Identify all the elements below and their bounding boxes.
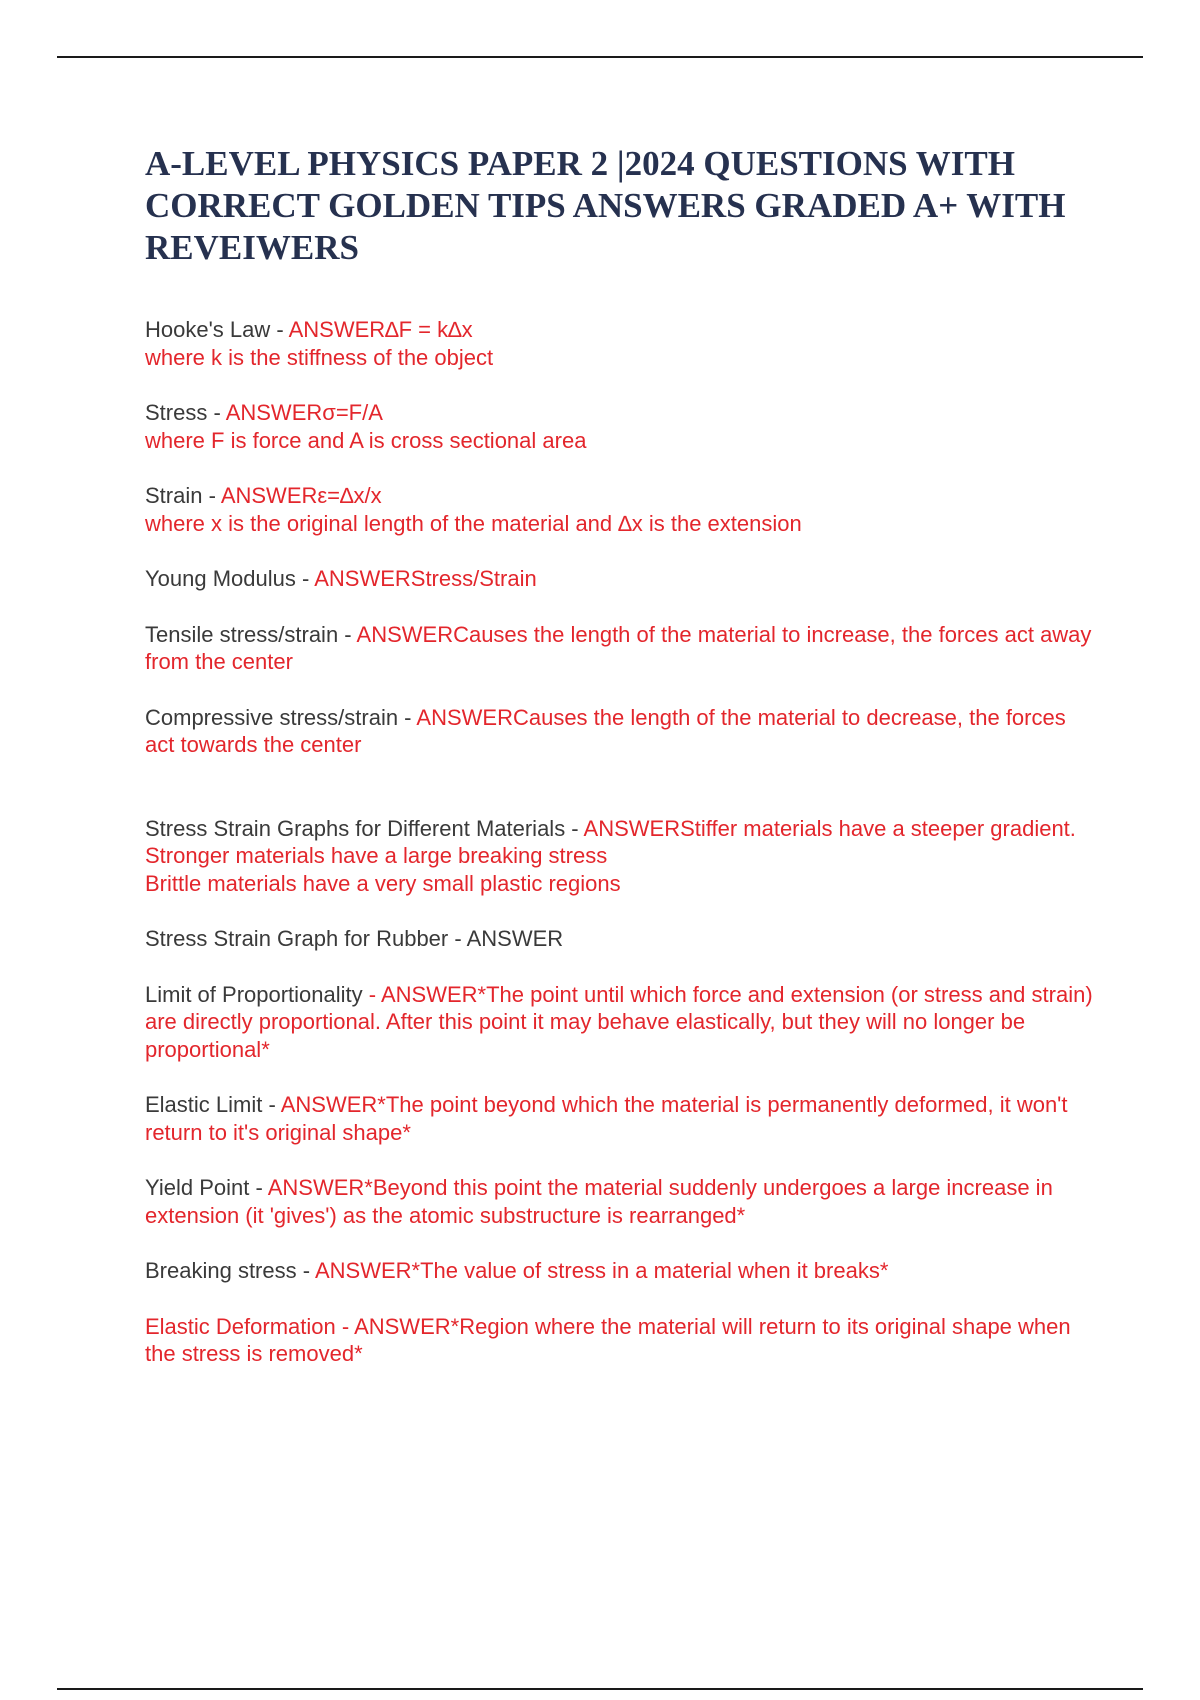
- top-rule: [57, 56, 1143, 58]
- entry-stress-strain-graphs: [145, 815, 1095, 898]
- entry-term: Young Modulus -: [145, 566, 315, 591]
- bottom-rule: [57, 1688, 1143, 1690]
- entry-answer-line: Brittle materials have a very small plastic regions: [145, 870, 621, 896]
- entry-term: Strain -: [145, 483, 221, 508]
- entry-elastic-limit: [145, 1091, 1095, 1146]
- entry-young-modulus: [145, 565, 1095, 593]
- entry-hookes-law: [145, 316, 1095, 371]
- entry-term: Hooke's Law -: [145, 317, 289, 342]
- entry-term: Stress Strain Graph for Rubber - ANSWER: [145, 926, 564, 951]
- entry-term: Yield Point -: [145, 1175, 268, 1200]
- entry-term: Stress Strain Graphs for Different Materials -: [145, 815, 584, 841]
- entry-term: Breaking stress -: [145, 1258, 315, 1283]
- entry-stress: [145, 399, 1095, 454]
- entry-compressive: [145, 704, 1095, 759]
- entry-answer-line: where k is the stiffness of the object: [145, 344, 494, 370]
- entry-answer: ANSWER∆F = k∆x: [288, 317, 473, 342]
- qa-list: [145, 316, 1095, 1396]
- entry-answer: ANSWER*The point beyond which the material is permanently deformed, it won't return to it's original shape*: [145, 1092, 1068, 1145]
- entry-answer: ANSWERStress/Strain: [314, 566, 537, 591]
- entry-answer: ANSWERε=∆x/x: [220, 483, 382, 508]
- entry-yield-point: [145, 1174, 1095, 1229]
- entry-tensile: [145, 621, 1095, 676]
- entry-answer-line: where F is force and A is cross sectional area: [145, 427, 587, 453]
- entry-term: Limit of Proportionality: [145, 981, 363, 1007]
- entry-answer: - ANSWER*The point until which force and extension (or stress and strain) are directly proportional. After this point it may behave elastically, but they will no longer be proportional*: [145, 981, 1093, 1062]
- entry-strain: [145, 482, 1095, 537]
- entry-answer: ANSWERCauses the length of the material to decrease, the forces act towards the center: [145, 704, 1066, 757]
- entry-breaking-stress: [145, 1257, 1095, 1285]
- entry-term: Elastic Deformation - ANSWER*Region where the material will return to its original shape when the stress is removed*: [145, 1313, 1071, 1366]
- entry-answer: ANSWER*Beyond this point the material suddenly undergoes a large increase in extension (it 'gives') as the atomic substructure is rearranged*: [145, 1175, 1053, 1228]
- entry-elastic-deformation: [145, 1313, 1095, 1368]
- entry-term: Elastic Limit -: [145, 1092, 281, 1117]
- entry-answer: ANSWER*The value of stress in a material when it breaks*: [314, 1258, 889, 1283]
- entry-answer: ANSWERσ=F/A: [225, 400, 383, 425]
- document-title: A-LEVEL PHYSICS PAPER 2 |2024 QUESTIONS WITH CORRECT GOLDEN TIPS ANSWERS GRADED A+ WITH REVEIWERS: [145, 144, 1066, 267]
- entry-limit-of-proportionality: [145, 981, 1095, 1064]
- entry-answer: ANSWERCauses the length of the material to increase, the forces act away from the center: [145, 621, 1092, 674]
- entry-answer-line: where x is the original length of the material and ∆x is the extension: [145, 510, 802, 536]
- entry-term: Stress -: [145, 400, 226, 425]
- entry-term: Compressive stress/strain -: [145, 704, 417, 730]
- entry-answer: ANSWERStiffer materials have a steeper gradient.: [583, 815, 1076, 841]
- entry-rubber-graph: [145, 925, 1095, 953]
- entry-answer-line: Stronger materials have a large breaking stress: [145, 843, 608, 868]
- entry-term: Tensile stress/strain -: [145, 621, 357, 647]
